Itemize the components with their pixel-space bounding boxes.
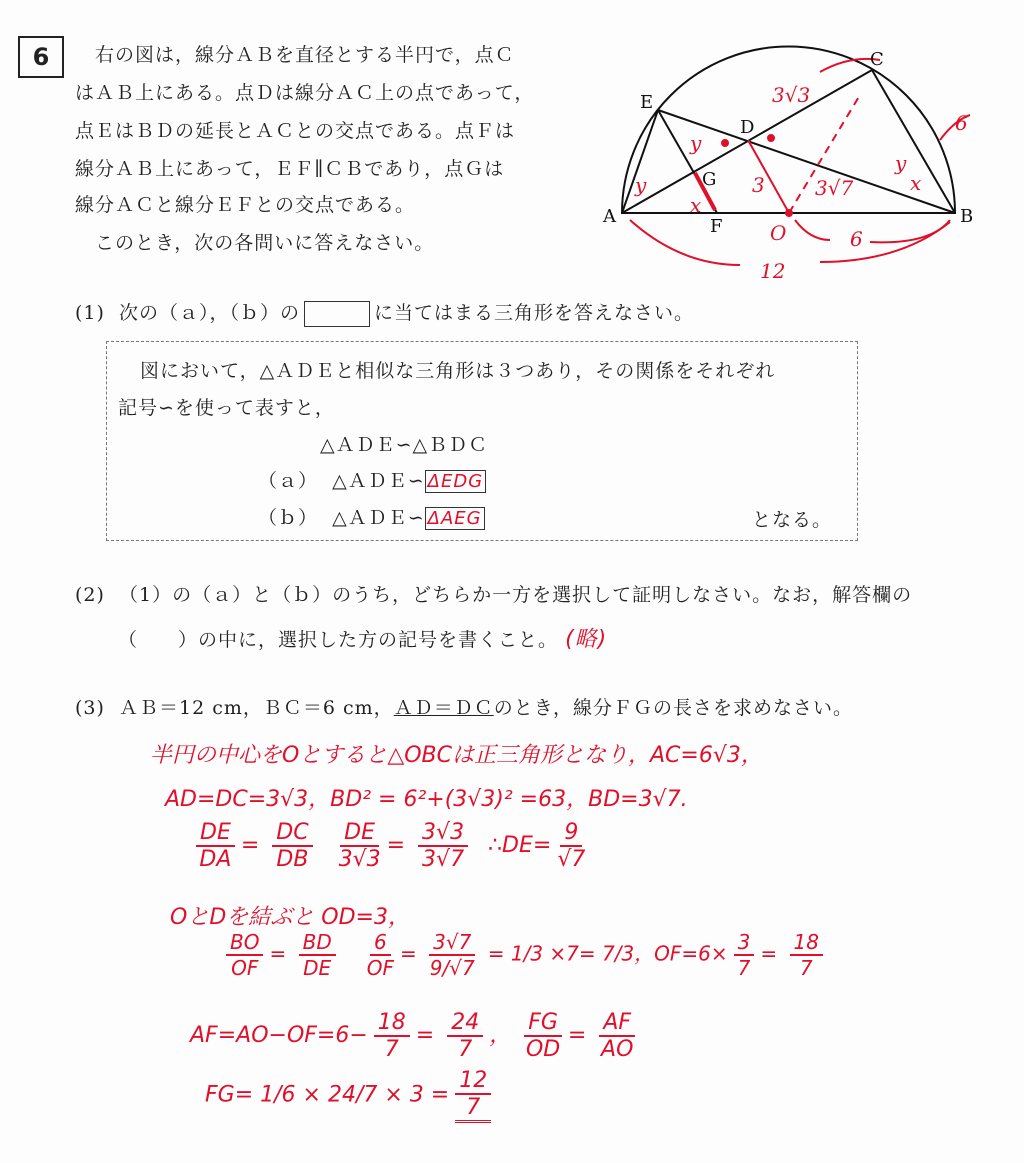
handwritten-note: (略): [565, 627, 608, 652]
box-text: 記号∽を使って表すと，: [118, 397, 335, 419]
segment-eb: [658, 110, 955, 213]
intro-line: 線分ＡＢ上にあって，ＥＦ∥ＣＢであり，点Ｇは: [75, 158, 505, 180]
solution-line: OとDを結ぶと OD=3，: [170, 905, 410, 930]
point-a: A: [603, 206, 616, 227]
segment-ae: [622, 110, 658, 213]
intro-line: このとき，次の各問いに答えなさい。: [95, 232, 435, 254]
solution-line: $\frac{BO}{OF}$ = $\frac{BD}{DE}$ $\frac{6}{OF}$ = $\frac{3√7}{9/√7}$ = 1/3 ×7= 7/3，OF=6× $\frac{3}{7}$ = $\frac{18}{7}$: [220, 930, 829, 980]
point-e: E: [640, 92, 654, 113]
answer-a[interactable]: ΔEDG: [425, 470, 487, 493]
semicircle-diagram: [0, 0, 1024, 300]
solution-line: $\frac{DE}{DA}$ = $\frac{DC}{DB}$ $\frac{DE}{3√3}$ = $\frac{3√3}{3√7}$ ∴DE= $\frac{9}{√7}$: [190, 820, 591, 872]
problem-number: 6: [18, 36, 64, 78]
answer-b-row: （ｂ） △ＡＤＥ∽ ΔAEG: [258, 503, 485, 530]
svg-text:3√3: 3√3: [772, 83, 811, 107]
point-c: C: [870, 49, 884, 70]
svg-text:12: 12: [760, 259, 786, 283]
blank-box: [304, 301, 370, 327]
point-d: D: [740, 117, 755, 138]
given-similarity: △ＡＤＥ∽△ＢＤＣ: [320, 434, 489, 456]
q2-line: (2) （1）の（ａ）と（ｂ）のうち，どちらか一方を選択して証明しなさい。なお，解答欄の: [75, 584, 913, 606]
intro-line: 線分ＡＣと線分ＥＦとの交点である。: [75, 194, 416, 216]
svg-text:3: 3: [752, 173, 765, 197]
intro-line: 右の図は，線分ＡＢを直径とする半円で，点Ｃ: [95, 44, 515, 66]
box-ending: となる。: [752, 509, 833, 531]
intro-line: はＡＢ上にある。点Ｄは線分ＡＣ上の点であって，: [75, 82, 535, 104]
svg-text:y: y: [635, 173, 647, 197]
q3-line: (3) ＡＢ＝12 cm，ＢＣ＝6 cm，ＡＤ＝ＤＣのとき，線分ＦＧの長さを求めなさい。: [75, 697, 853, 719]
semicircle: [622, 47, 955, 213]
svg-text:6: 6: [955, 111, 968, 135]
point-b: B: [960, 206, 974, 227]
solution-line: AD=DC=3√3，BD² = 6²+(3√3)² =63，BD=3√7.: [165, 787, 688, 812]
svg-text:6: 6: [850, 227, 863, 251]
point-f: F: [710, 216, 723, 237]
svg-text:y: y: [895, 151, 907, 175]
svg-text:3√7: 3√7: [815, 176, 854, 200]
point-g: G: [702, 169, 717, 190]
svg-text:y: y: [690, 131, 702, 155]
solution-line: AF=AO−OF=6− $\frac{18}{7}$ = $\frac{24}{7}$ ， $\frac{FG}{OD}$ = $\frac{AF}{AO}$: [190, 1010, 634, 1062]
solution-line: 半円の中心をOとすると△OBCは正三角形となり，AC=6√3，: [150, 743, 763, 768]
box-text: 図において，△ＡＤＥと相似な三角形は３つあり，その関係をそれぞれ: [140, 360, 776, 382]
q2-line2: （ ）の中に，選択した方の記号を書くこと。 (略): [118, 627, 608, 652]
solution-final: FG= 1/6 × 24/7 × 3 = $\frac{12}{7}$: [205, 1068, 497, 1123]
svg-text:x: x: [690, 193, 702, 217]
intro-line: 点ＥはＢＤの延長とＡＣとの交点である。点Ｆは: [75, 120, 516, 142]
svg-text:x: x: [910, 171, 922, 195]
svg-text:O: O: [770, 221, 787, 245]
q1-line: (1) 次の（ａ），（ｂ）の に当てはまる三角形を答えなさい。: [75, 298, 694, 327]
answer-b[interactable]: ΔAEG: [425, 507, 485, 530]
answer-a-row: （ａ） △ＡＤＥ∽ ΔEDG: [258, 466, 486, 493]
